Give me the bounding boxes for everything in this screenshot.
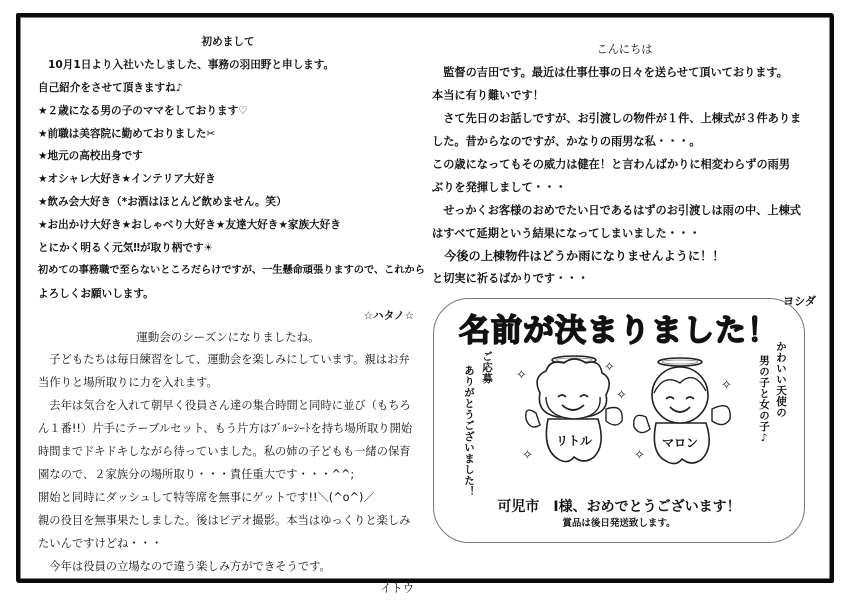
sparkle-icon: ✧: [616, 388, 627, 403]
winner-announcement: 可児市 I様、おめでとうございます！: [497, 499, 741, 515]
intro-title: 初めまして: [201, 36, 255, 48]
angel-illustration-little: [518, 353, 628, 471]
intro-line: 初めての事務職で至らないところだらけですが、一生懸命頑張りますので、これから: [38, 265, 425, 276]
sports-day-line: 当作りと場所取りに力を入れます。: [38, 376, 218, 389]
sports-day-line: たいんですけどね・・・: [38, 537, 163, 550]
greeting-line: 監督の吉田です。最近は仕事仕事の日々を送らせて頂いております。: [432, 65, 788, 79]
intro-line: 自己紹介をさせて頂きますね♪: [38, 82, 183, 94]
angel-illustration-marron: [630, 355, 740, 473]
prize-note: 賞品は後日発送致します。: [562, 518, 676, 529]
greeting-line: と切実に祈るばかりです・・・: [432, 271, 589, 285]
greeting-title: こんにちは: [596, 43, 653, 56]
caption-text-line1: かわいい天使の: [775, 341, 787, 418]
intro-line: ★飲み会大好き（*お酒はほとんど飲めません。笑）: [38, 196, 287, 208]
intro-line: 10月1日より入社いたしました、事務の羽田野と申します。: [48, 59, 335, 71]
announcement-box: [433, 298, 805, 543]
sports-day-line: 時間までドキドキしながら待っていました。私の姉の子どもも一緒の保育: [38, 445, 411, 458]
intro-line: ★２歳になる男の子のママをしております♡: [38, 105, 248, 117]
sports-day-line: 子どもたちは毎日練習をして、運動会を楽しみにしています。親はお弁: [38, 353, 410, 366]
greeting-line: せっかくお客様のおめでたい日であるはずのお引渡しは雨の中、上棟式: [432, 203, 801, 217]
sports-day-line: 去年は気合を入れて朝早く役員さん達の集合時間と同時に並び（もちろ: [38, 399, 411, 412]
thanks-text-line1: ご応募: [481, 351, 493, 384]
sports-day-line: ん１番!!）片手にテーブルセット、もう片方はﾌﾞﾙｰｼｰﾄを持ち場所取り開始: [38, 422, 413, 435]
svg-text:マロン: マロン: [661, 436, 699, 450]
angel-little-icon: [518, 353, 628, 471]
greeting-line: はすべて延期という結果になってしまいました・・・: [432, 226, 701, 240]
intro-line: ★前職は美容院に勤めておりました✂: [38, 128, 216, 140]
sports-day-line: 園なので、２家族分の場所取り・・・責任重大です・・・^^;: [38, 468, 355, 481]
greeting-signature: ヨシダ: [782, 294, 816, 308]
intro-line: ★お出かけ大好き★おしゃべり大好き★友達大好き★家族大好き: [38, 219, 341, 231]
angel-marron-icon: [630, 355, 740, 473]
greeting-line: さて先日のお話しですが、お引渡しの物件が１件、上棟式が３件ありま: [432, 111, 802, 125]
sports-day-line: 開始と同時にダッシュして特等席を無事にゲットです!!＼(^o^)／: [38, 491, 375, 504]
intro-signature: ☆ハタノ☆: [363, 310, 414, 322]
sports-day-line: 今年は役員の立場なので違う楽しみ方ができそうです。: [38, 560, 331, 573]
sports-day-line: 親の役目を無事果たしました。後はビデオ撮影。本当はゆっくりと楽しみ: [38, 514, 411, 527]
thanks-text-line2: ありがとうございました！: [463, 365, 475, 497]
sparkle-icon: ✧: [516, 368, 527, 383]
intro-line: ★オシャレ大好き★インテリア大好き: [38, 173, 216, 185]
sparkle-icon: ✧: [721, 378, 732, 393]
sparkle-icon: ✧: [634, 448, 645, 463]
sparkle-icon: ✧: [604, 360, 615, 375]
greeting-line: この歳になってもその威力は健在！と言わんばかりに相変わらずの雨男: [432, 157, 791, 171]
intro-line: よろしくお願いします。: [38, 288, 154, 300]
sports-day-title: 運動会のシーズンになりましたね。: [136, 330, 320, 344]
announcement-title: 名前が決まりました！: [459, 313, 779, 349]
greeting-line: した。昔からなのですが、かなりの雨男な私・・・。: [432, 134, 701, 148]
greeting-line: 本当に有り難いです！: [432, 88, 544, 102]
sparkle-icon: ✧: [522, 448, 533, 463]
intro-line: ★地元の高校出身です: [38, 150, 143, 162]
svg-text:リトル: リトル: [555, 434, 593, 448]
greeting-line: ぶりを発揮しまして・・・: [432, 180, 567, 194]
greeting-line: 今後の上棟物件はどうか雨になりませんように！！: [432, 249, 725, 263]
sports-day-signature: イトウ: [380, 582, 414, 595]
intro-line: とにかく明るく元気‼が取り柄です☀: [38, 242, 214, 254]
caption-text-line2: 男の子と女の子♪: [758, 355, 770, 445]
